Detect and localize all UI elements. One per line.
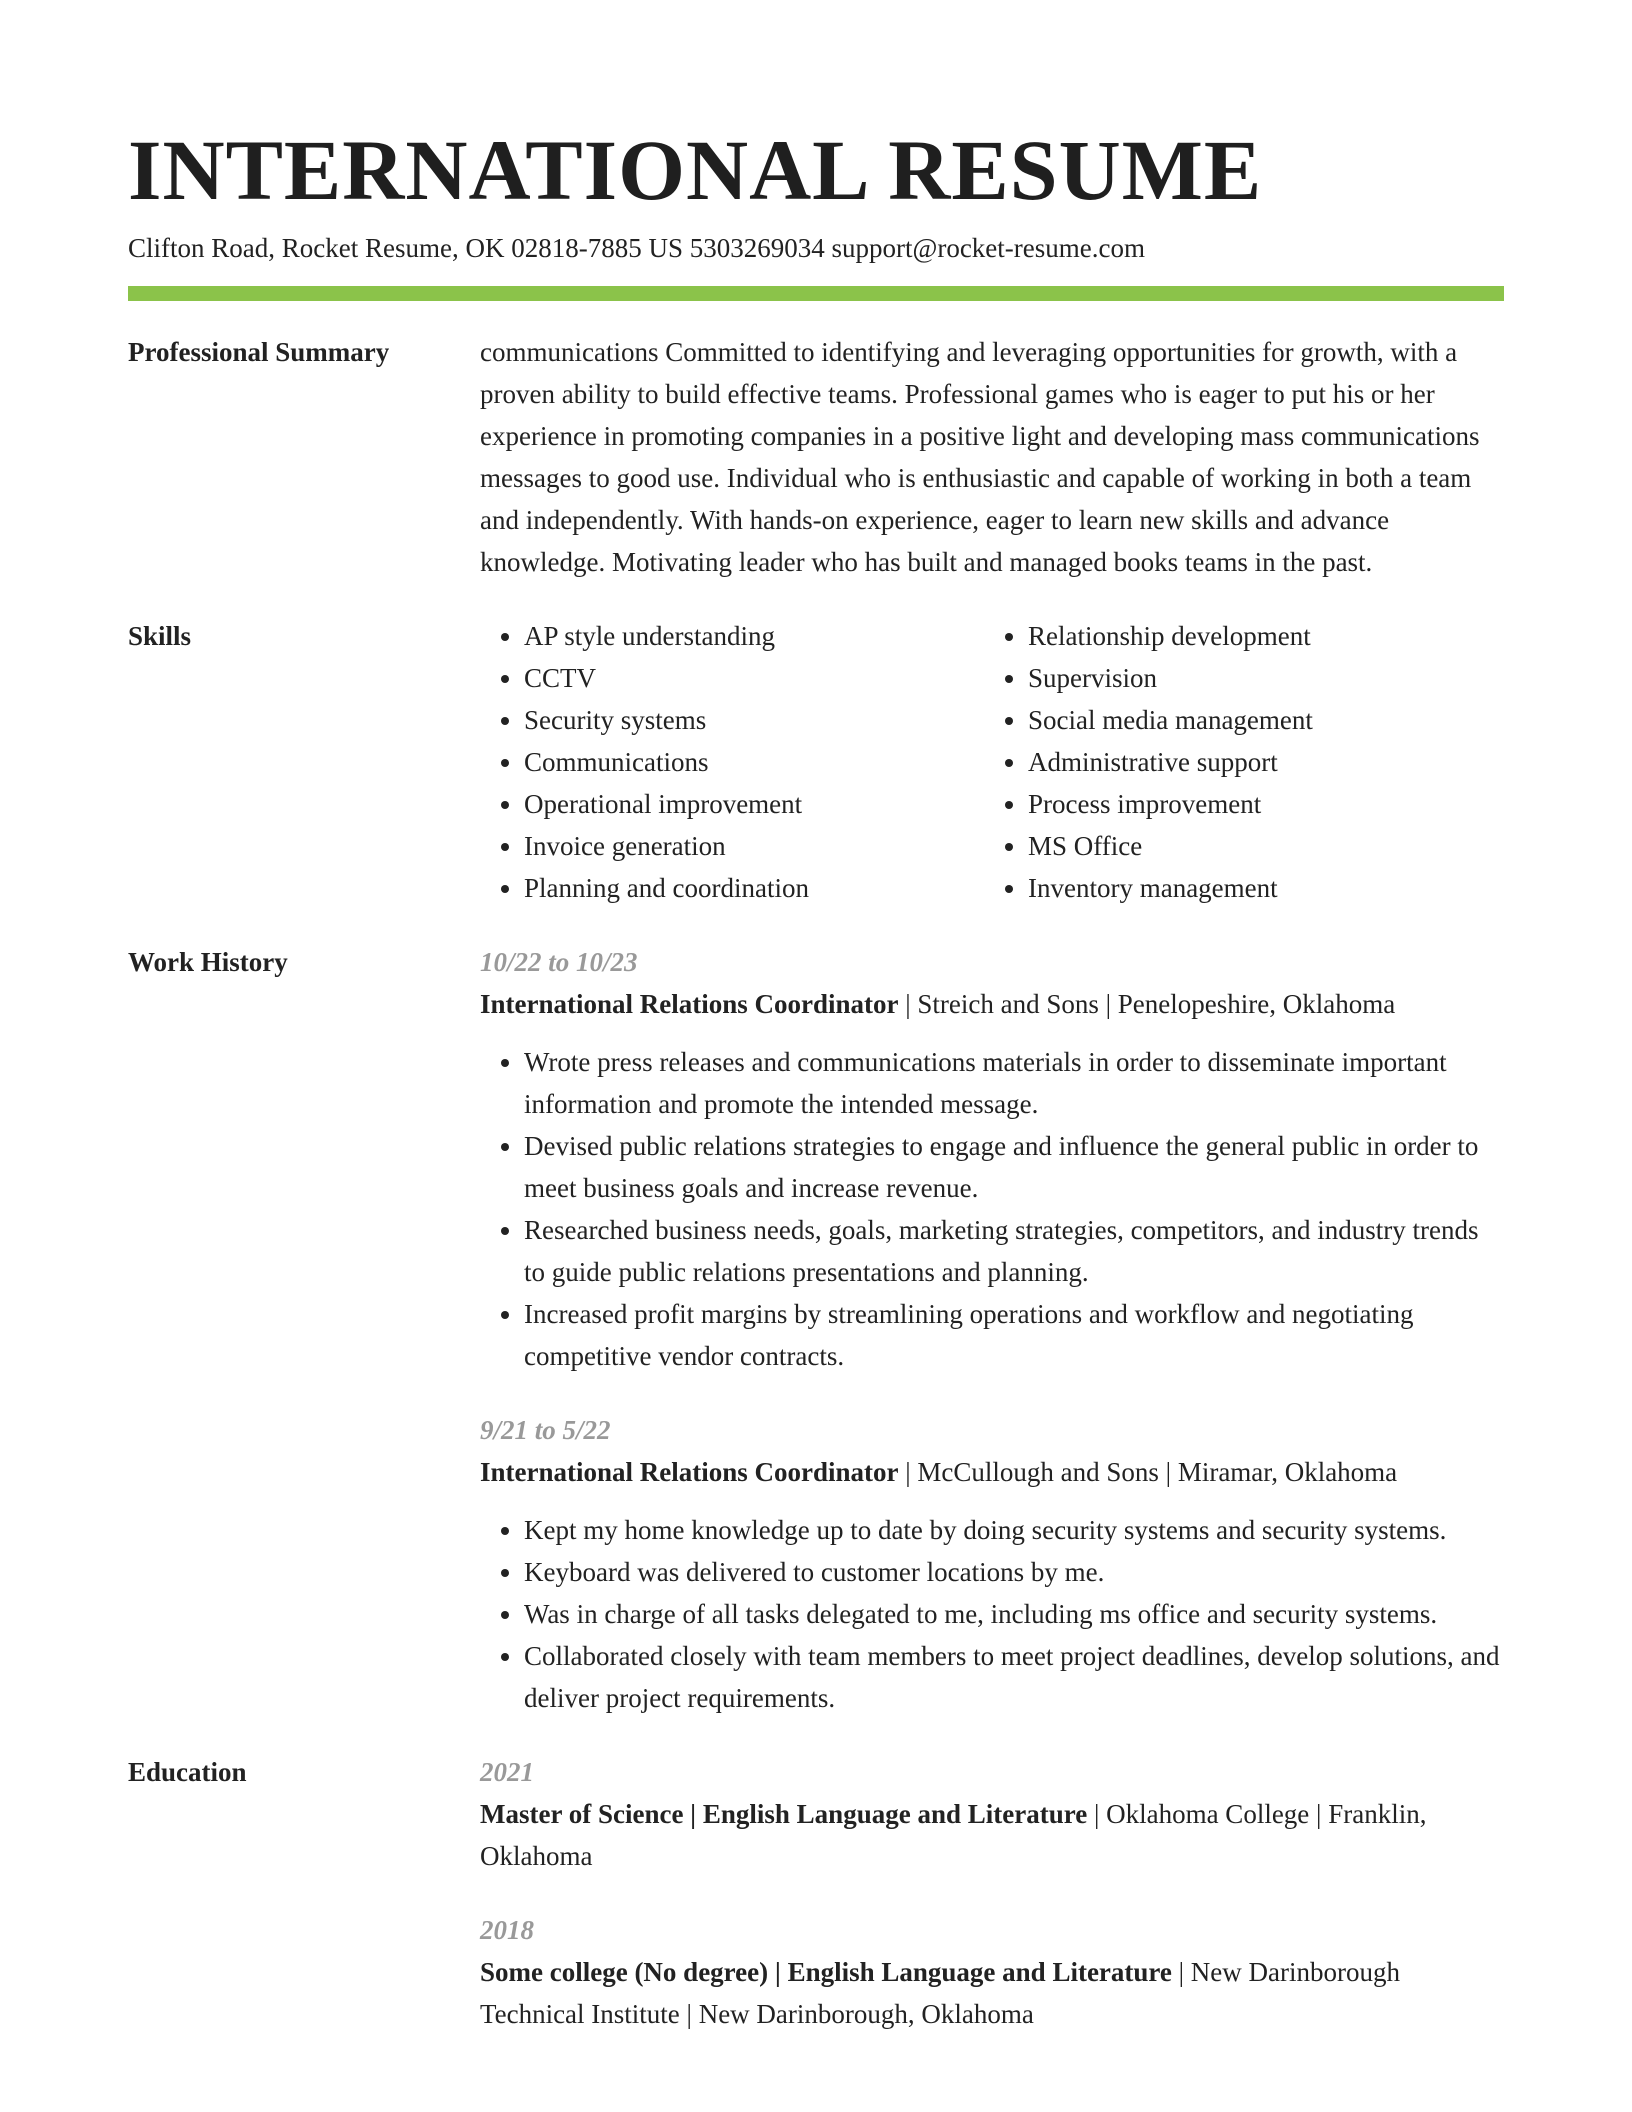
skill-item: • Social media management: [1028, 699, 1488, 741]
education-degree: Some college (No degree) | English Language and Literature: [480, 1957, 1172, 1987]
section-title-education: Education: [128, 1757, 247, 1787]
job-bullets: [480, 1509, 1504, 1719]
skills-list-right: [984, 615, 1488, 909]
skill-item: • Planning and coordination: [524, 867, 984, 909]
job-dates: 10/22 to 10/23: [480, 947, 638, 977]
job-bullet: • Increased profit margins by streamlining operations and workflow and negotiating competitive vendor contracts.: [524, 1293, 1504, 1377]
skill-item: • Relationship development: [1028, 615, 1488, 657]
education-heading: [480, 1793, 1504, 1877]
job-entry: [480, 941, 1504, 1377]
job-entry: [480, 1409, 1504, 1719]
skill-item: • Communications: [524, 741, 984, 783]
section-title-summary: Professional Summary: [128, 337, 390, 367]
skill-item: • Inventory management: [1028, 867, 1488, 909]
job-details: | McCullough and Sons | Miramar, Oklahoma: [898, 1457, 1398, 1487]
resume-name: INTERNATIONAL RESUME: [128, 122, 1263, 218]
job-details: | Streich and Sons | Penelopeshire, Oklahoma: [898, 989, 1396, 1019]
job-bullet: • Was in charge of all tasks delegated to me, including ms office and security systems.: [524, 1593, 1504, 1635]
job-bullet: • Researched business needs, goals, marketing strategies, competitors, and industry trends to guide public relations presentations and planning.: [524, 1209, 1504, 1293]
section-title-work: Work History: [128, 947, 288, 977]
job-heading: [480, 983, 1504, 1025]
education-details: | Oklahoma College | Franklin, Oklahoma: [480, 1799, 1427, 1871]
job-bullet: • Wrote press releases and communications materials in order to disseminate important information and promote the intended message.: [524, 1041, 1504, 1125]
job-bullet: • Keyboard was delivered to customer locations by me.: [524, 1551, 1504, 1593]
summary-section: [128, 331, 1504, 583]
skill-item: • MS Office: [1028, 825, 1488, 867]
job-bullets: [480, 1041, 1504, 1377]
contact-line: Clifton Road, Rocket Resume, OK 02818-7885 US 5303269034 support@rocket-resume.com: [128, 233, 1145, 263]
education-year: 2018: [480, 1915, 534, 1945]
education-body: [480, 1751, 1504, 2035]
skills-column-left: [480, 615, 984, 909]
skill-item: • Supervision: [1028, 657, 1488, 699]
education-heading: [480, 1951, 1504, 2035]
accent-divider: [128, 286, 1504, 301]
summary-text: communications Committed to identifying and leveraging opportunities for growth, with a proven ability to build effective teams. Professional games who is eager to put his or her experience in promoting companies in a positive light and developing mass communications messages to good use. Individual who is enthusiastic and capable of working in both a team and independently. With hands-on experience, eager to learn new skills and advance knowledge. Motivating leader who has built and managed books teams in the past.: [480, 337, 1480, 577]
skills-columns: [480, 615, 1504, 909]
skill-item: • AP style understanding: [524, 615, 984, 657]
education-year: 2021: [480, 1757, 534, 1787]
skill-item: • Invoice generation: [524, 825, 984, 867]
education-details: | New Darinborough Technical Institute | New Darinborough, Oklahoma: [480, 1957, 1401, 2029]
job-bullet: • Collaborated closely with team members to meet project deadlines, develop solutions, and deliver project requirements.: [524, 1635, 1504, 1719]
job-bullet: • Devised public relations strategies to engage and influence the general public in order to meet business goals and increase revenue.: [524, 1125, 1504, 1209]
skills-section: [128, 615, 1504, 909]
education-degree: Master of Science | English Language and Literature: [480, 1799, 1088, 1829]
education-section: [128, 1751, 1504, 2035]
skill-item: • Administrative support: [1028, 741, 1488, 783]
skills-column-right: [984, 615, 1488, 909]
job-role: International Relations Coordinator: [480, 1457, 899, 1487]
education-entry: [480, 1909, 1504, 2035]
resume-page: [128, 120, 1504, 2035]
section-title-skills: Skills: [128, 621, 192, 651]
skill-item: • Process improvement: [1028, 783, 1488, 825]
work-history-body: [480, 941, 1504, 1719]
skill-item: • Operational improvement: [524, 783, 984, 825]
skill-item: • Security systems: [524, 699, 984, 741]
job-dates: 9/21 to 5/22: [480, 1415, 611, 1445]
job-heading: [480, 1451, 1504, 1493]
skill-item: • CCTV: [524, 657, 984, 699]
work-history-section: [128, 941, 1504, 1719]
job-role: International Relations Coordinator: [480, 989, 899, 1019]
skills-list-left: [480, 615, 984, 909]
education-entry: [480, 1751, 1504, 1877]
job-bullet: • Kept my home knowledge up to date by doing security systems and security systems.: [524, 1509, 1504, 1551]
